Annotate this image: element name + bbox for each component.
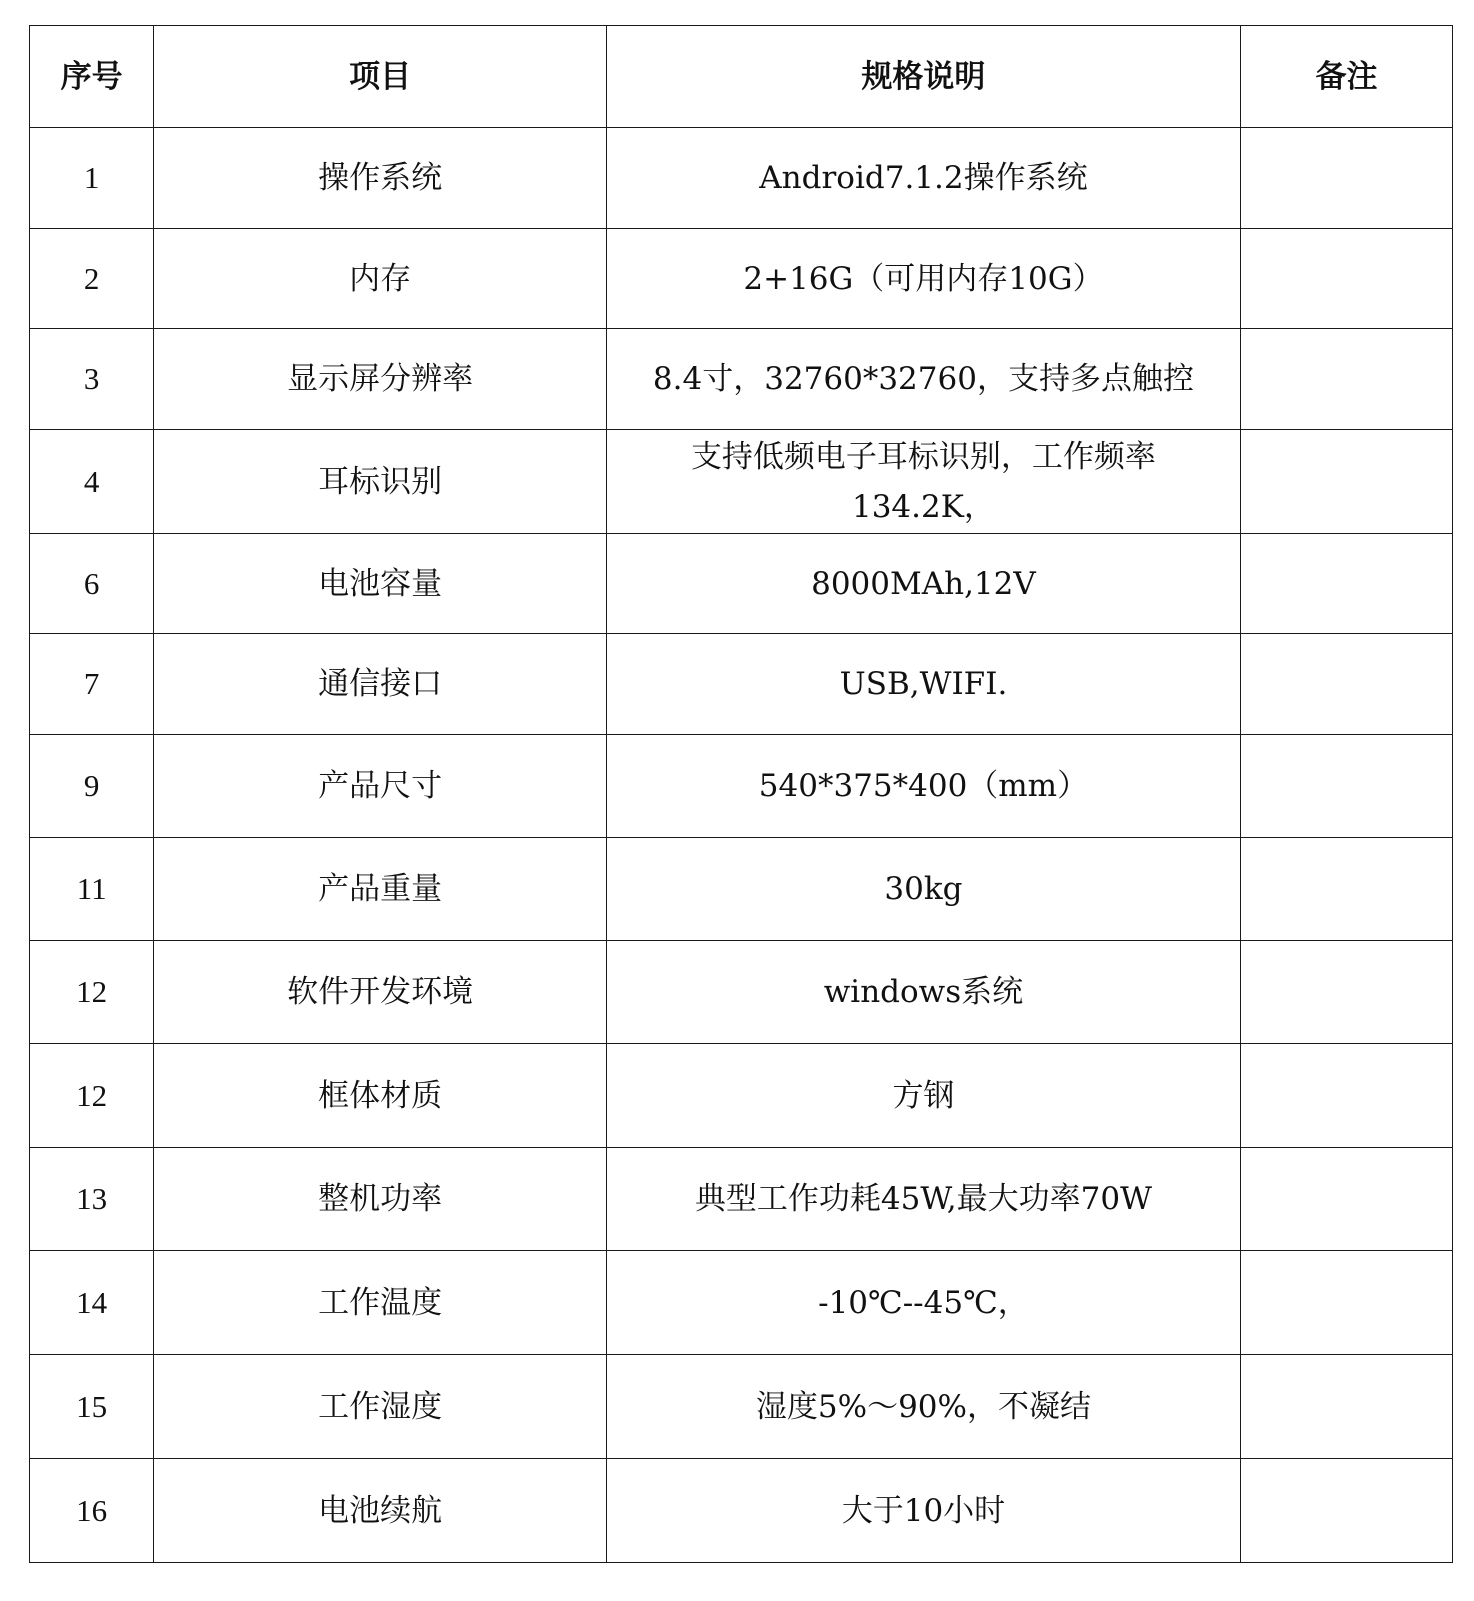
table-row (30, 329, 1453, 430)
note-cell (1240, 941, 1452, 1044)
spec-description: 大于10小时 (606, 1459, 1240, 1563)
spec-description: 30kg (606, 838, 1240, 941)
header-row (30, 26, 1453, 128)
item-name: 通信接口 (154, 634, 607, 735)
table-row (30, 735, 1453, 838)
row-number: 4 (30, 430, 154, 534)
table-row (30, 229, 1453, 329)
item-name: 工作温度 (154, 1251, 607, 1355)
spec-description: 典型工作功耗45W,最大功率70W (606, 1148, 1240, 1251)
table-row (30, 941, 1453, 1044)
row-number: 16 (30, 1459, 154, 1563)
table-row (30, 634, 1453, 735)
spec-description: Android7.1.2操作系统 (606, 128, 1240, 229)
spec-description: 支持低频电子耳标识别，工作频率134.2K， (606, 430, 1240, 534)
row-number: 14 (30, 1251, 154, 1355)
item-name: 电池容量 (154, 534, 607, 634)
table-row (30, 128, 1453, 229)
spec-description: 2+16G（可用内存10G） (606, 229, 1240, 329)
table-row (30, 838, 1453, 941)
row-number: 3 (30, 329, 154, 430)
row-number: 1 (30, 128, 154, 229)
row-number: 13 (30, 1148, 154, 1251)
table-row (30, 1044, 1453, 1148)
note-cell (1240, 534, 1452, 634)
note-cell (1240, 735, 1452, 838)
table-row (30, 430, 1453, 534)
item-name: 操作系统 (154, 128, 607, 229)
spec-description: 8.4寸，32760*32760，支持多点触控 (606, 329, 1240, 430)
note-cell (1240, 1355, 1452, 1459)
note-cell (1240, 1044, 1452, 1148)
row-number: 9 (30, 735, 154, 838)
row-number: 2 (30, 229, 154, 329)
header-spec: 规格说明 (606, 26, 1240, 128)
item-name: 产品重量 (154, 838, 607, 941)
note-cell (1240, 430, 1452, 534)
spec-description: 540*375*400（mm） (606, 735, 1240, 838)
spec-description: windows系统 (606, 941, 1240, 1044)
spec-table (29, 25, 1453, 1563)
row-number: 12 (30, 1044, 154, 1148)
spec-description: -10℃--45℃， (606, 1251, 1240, 1355)
row-number: 7 (30, 634, 154, 735)
table-header (30, 26, 1453, 128)
row-number: 15 (30, 1355, 154, 1459)
row-number: 6 (30, 534, 154, 634)
item-name: 耳标识别 (154, 430, 607, 534)
spec-description: 方钢 (606, 1044, 1240, 1148)
item-name: 产品尺寸 (154, 735, 607, 838)
table-body (30, 128, 1453, 1563)
note-cell (1240, 634, 1452, 735)
note-cell (1240, 1251, 1452, 1355)
table-row (30, 1459, 1453, 1563)
header-item: 项目 (154, 26, 607, 128)
header-no: 序号 (30, 26, 154, 128)
row-number: 12 (30, 941, 154, 1044)
row-number: 11 (30, 838, 154, 941)
table-row (30, 1148, 1453, 1251)
item-name: 显示屏分辨率 (154, 329, 607, 430)
spec-description: USB,WIFI. (606, 634, 1240, 735)
note-cell (1240, 838, 1452, 941)
table-row (30, 534, 1453, 634)
note-cell (1240, 229, 1452, 329)
item-name: 框体材质 (154, 1044, 607, 1148)
header-note: 备注 (1240, 26, 1452, 128)
item-name: 软件开发环境 (154, 941, 607, 1044)
table-row (30, 1251, 1453, 1355)
spec-description: 湿度5%～90%，不凝结 (606, 1355, 1240, 1459)
note-cell (1240, 329, 1452, 430)
note-cell (1240, 1148, 1452, 1251)
item-name: 工作湿度 (154, 1355, 607, 1459)
item-name: 整机功率 (154, 1148, 607, 1251)
note-cell (1240, 128, 1452, 229)
item-name: 电池续航 (154, 1459, 607, 1563)
table-row (30, 1355, 1453, 1459)
spec-description: 8000MAh,12V (606, 534, 1240, 634)
note-cell (1240, 1459, 1452, 1563)
item-name: 内存 (154, 229, 607, 329)
